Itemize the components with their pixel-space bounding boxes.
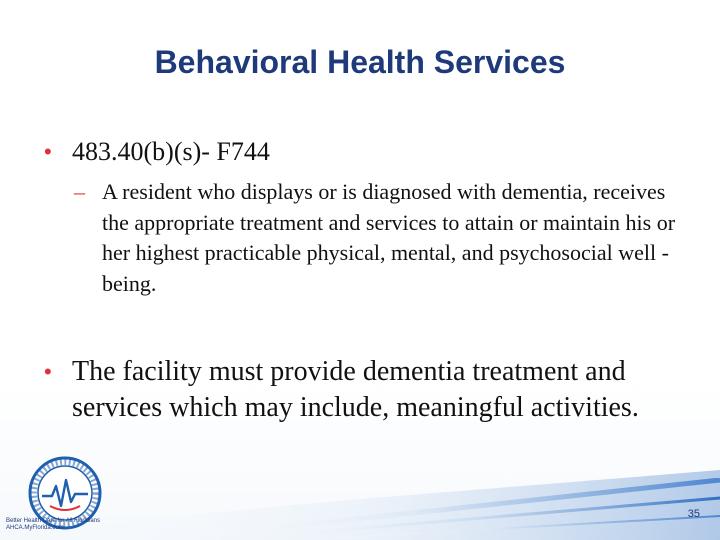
bullet-item-facility-requirement <box>44 354 684 426</box>
footer-swoosh-decoration <box>0 440 720 540</box>
logo-caption-website: AHCA.MyFlorida.com <box>6 525 64 531</box>
page-number: 35 <box>687 508 700 520</box>
bullet-text: 483.40(b)(s)- F744 <box>72 137 270 166</box>
sub-bullet-text: A resident who displays or is diagnosed with dementia, receives the appropriate treatment and services to attain or maintain his or her highest practicable physical, mental, and psychosocial well -being. <box>102 179 676 296</box>
sub-bullet-marker: – <box>74 179 85 204</box>
bullet-marker: • <box>44 359 52 384</box>
bullet-marker: • <box>44 139 52 164</box>
logo-caption <box>6 518 100 532</box>
slide-title: Behavioral Health Services <box>154 44 566 80</box>
sub-bullet-item-resident-dementia <box>74 177 694 299</box>
bullet-item-regulation <box>44 136 270 168</box>
bullet-text: The facility must provide dementia treatment and services which may include, meaningful activities. <box>72 356 639 423</box>
logo-caption-tagline: Better Health Care for All Floridians <box>6 518 101 524</box>
